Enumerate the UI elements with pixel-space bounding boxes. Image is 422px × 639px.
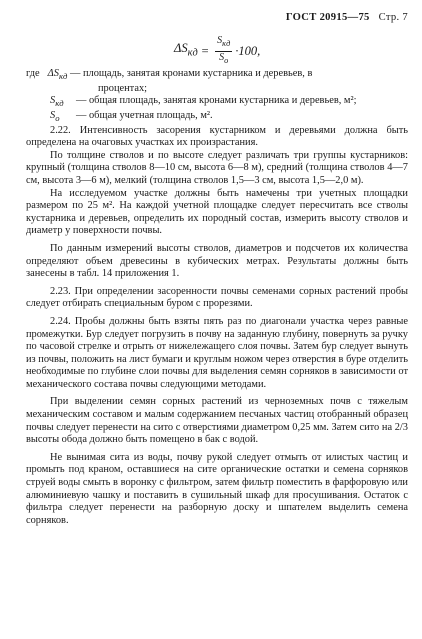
definition-3: $S_о$ — общая учетная площадь, м². [50,109,213,124]
definition-2: $S_{кд}$ — общая площадь, занятая кронами кустарника и деревьев, м²; [50,95,357,109]
paragraph-washing: Не вынимая сита из воды, почву рукой следует отмыть от илистых частиц и промыть под краном, оставшиеся на сите органические остатки и семена сорняков струей воды смыть в воронку с фильтром, затем фильтр поместить в фарфоровую или алюминиевую чашку и поставить в сушильный шкаф для просушивания. Остаток с фильтра следует перенести на разборную доску и шпателем выделить семена сорняков. [26,451,408,526]
definition-1-cont: процентах; [98,82,148,94]
page-header [286,12,408,25]
paragraph-2-24: 2.24. Пробы должны быть взяты пять раз по диагонали участка через равные промежутки. Бур следует погрузить в почву на заданную глубину, повернуть за ручку по часовой стрелке и отрыть от нижележащего слоя почвы. Затем бур следует вынуть из почвы, положить на лист бумаги и круглым ножом через отверстия в буре отделить необходимые по глубине слои почвы для выделения семян сорняков в зависимости от механического состава почвы следующими методами. [26,315,408,390]
formula [174,34,408,68]
paragraph-plots: На исследуемом участке должны быть намечены три учетных площадки размером по 25 м². На каждой учетной площадке следует пересчитать все стволы кустарника и деревьев, определить их породный состав, измерить высоту стволов и диаметр у поверхности почвы. [26,187,408,237]
definition-1: где $\Delta S_{кд}$ — площадь, занятая кронами кустарника и деревьев, в [26,68,313,82]
formula-fraction: $\frac{S_{кд}}{S_о}$ [217,34,231,65]
definitions [26,68,408,125]
standard-number: ГОСТ 20915—75 [285,12,370,23]
formula-tail: ·100, [235,43,261,58]
formula-lhs: $\Delta S_{кд}$ [174,40,198,59]
paragraph-2-22: 2.22. Интенсивность засорения кустарником и деревьями должна быть определена на очаговых участках их произрастания. [26,124,408,149]
formula-eq: = [200,43,210,58]
paragraph-groups: По толщине стволов и по высоте следует различать три группы кустарников: крупный (толщина стволов 8—10 см, высота 6—8 м), средний (толщина стволов 4—7 см, высота 3—6 м), мелкий (толщина стволов 1,5—3 см, высота 1,5—2,0 м). [26,149,408,186]
paragraph-2-23: 2.23. При определении засоренности почвы семенами сорных растений пробы следует отбирать специальным буром с прорезями. [26,285,408,310]
paragraph-seed-extraction: При выделении семян сорных растений из черноземных почв с тяжелым механическим составом и малым содержанием песчаных частиц отобранный образец почвы следует перенести на сито с отверстиями диаметром 0,25 мм. Затем сито на 2/3 высоты обода должно быть помещено в бак с водой. [26,396,408,446]
paragraph-volume: По данным измерений высоты стволов, диаметров и подсчетов их количества определяют объем древесины в кубических метрах. Результаты должны быть занесены в табл. 14 приложения 1. [26,242,408,280]
page-number: Стр. 7 [378,12,408,23]
